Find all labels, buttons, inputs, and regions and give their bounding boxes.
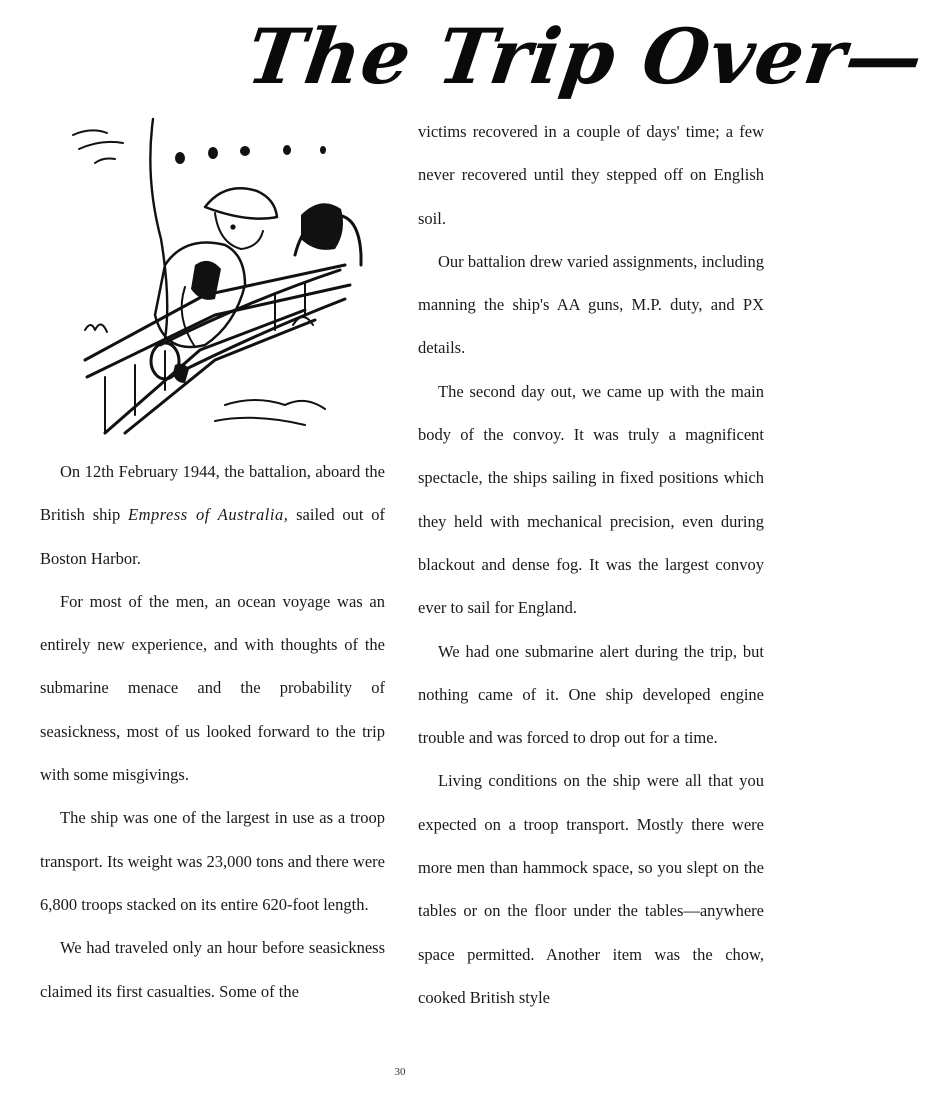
paragraph: On 12th February 1944, the battalion, aboard the British ship Empress of Australia, sailed out of Boston Harbor. xyxy=(40,462,385,568)
paragraph: The ship was one of the largest in use as a troop transport. Its weight was 23,000 tons and there were 6,800 troops stacked on its entire 620-foot length. xyxy=(40,808,385,914)
right-column xyxy=(418,110,764,1019)
paragraph: We had one submarine alert during the trip, but nothing came of it. One ship developed engine trouble and was forced to drop out for a time. xyxy=(418,641,764,748)
ship-name: Empress of Australia, xyxy=(127,505,289,525)
paragraph: For most of the men, an ocean voyage was an entirely new experience, and with thoughts of the submarine menace and the probability of seasickness, most of us looked forward to the trip with some misgivings. xyxy=(40,591,385,785)
paragraph: The second day out, we came up with the main body of the convoy. It was truly a magnificent spectacle, the ships sailing in fixed positions which they held with mechanical precision, even during blackout and dense fog. It was the largest convoy ever to sail for England. xyxy=(418,381,764,618)
paragraph: Living conditions on the ship were all that you expected on a troop transport. Mostly there were more men than hammock space, so you slept on the tables or on the floor under the tables—anywhere space permitted. Another item was the chow, cooked British style xyxy=(418,771,764,1007)
page-title: The Trip Over— xyxy=(241,12,929,101)
paragraph: Our battalion drew varied assignments, including manning the ship's AA guns, M.P. duty, and PX details. xyxy=(418,251,764,358)
cartoon-illustration xyxy=(65,115,365,440)
page-number: 30 xyxy=(394,1066,406,1078)
paragraph: victims recovered in a couple of days' time; a few never recovered until they stepped off on English soil. xyxy=(418,122,764,228)
left-column xyxy=(40,450,385,1013)
paragraph: We had traveled only an hour before seasickness claimed its first casualties. Some of the xyxy=(40,938,385,1001)
